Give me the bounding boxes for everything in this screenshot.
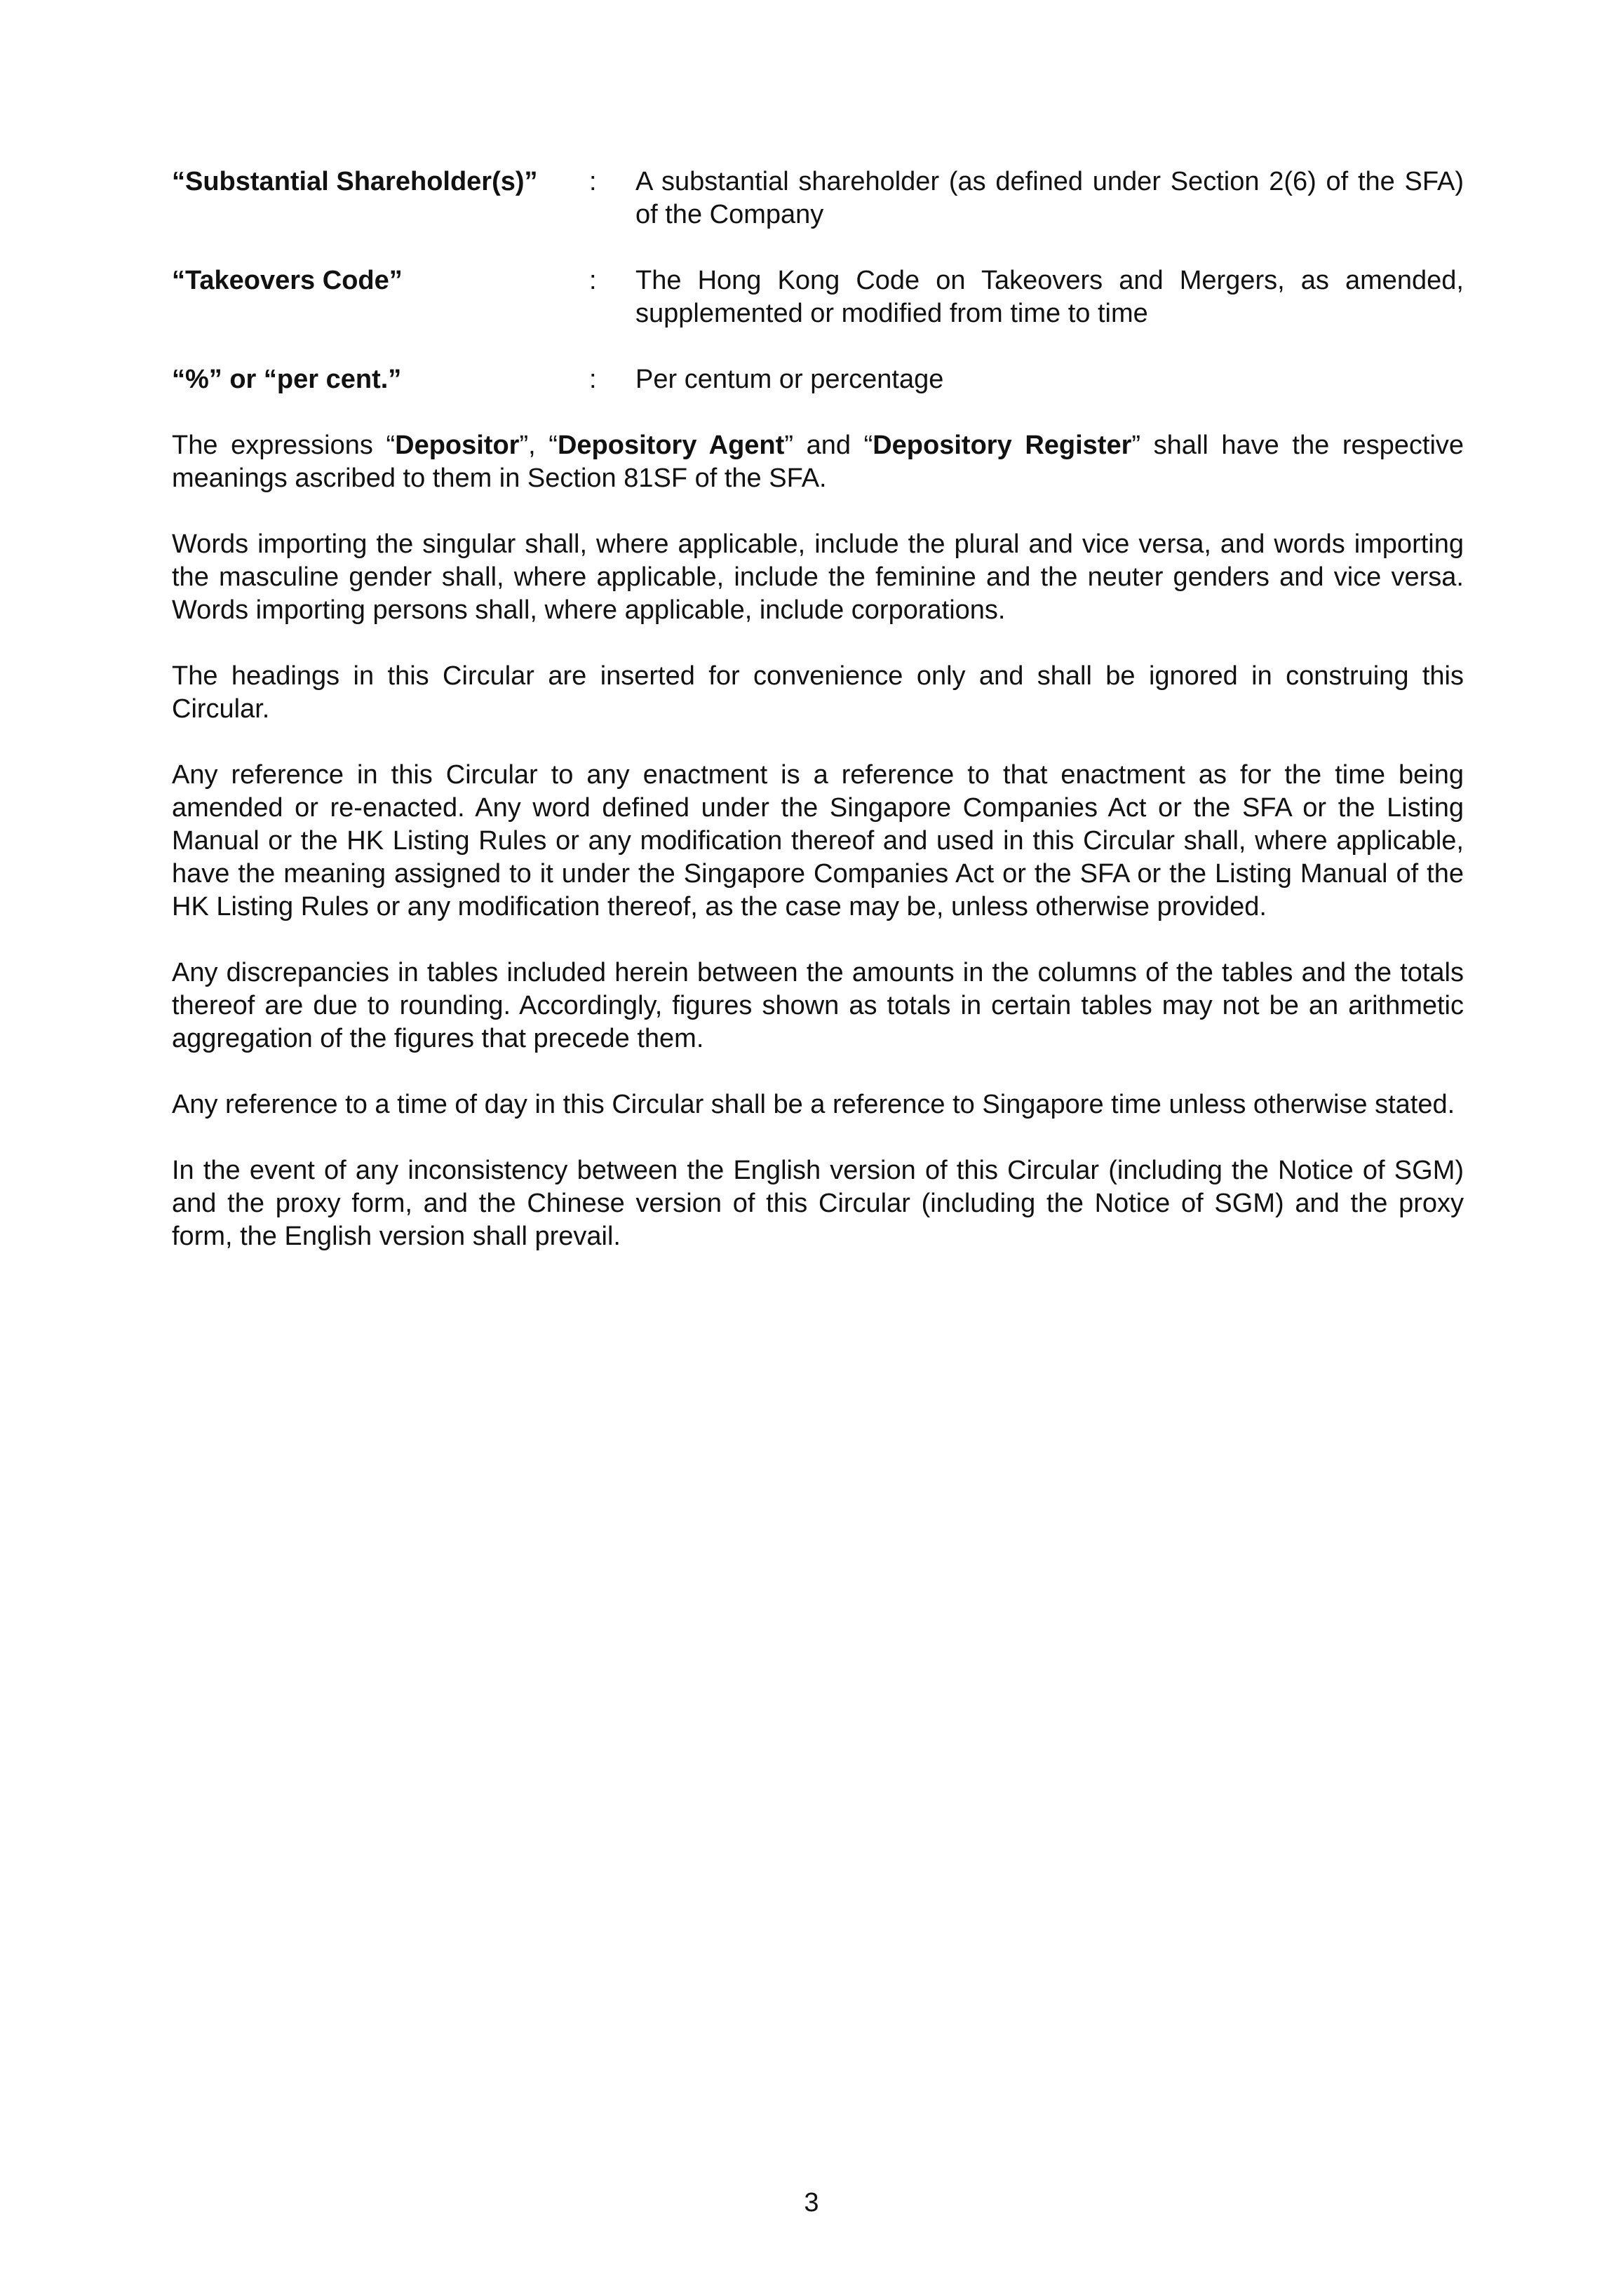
term-depositor: Depositor <box>395 431 520 460</box>
paragraph-inconsistency: In the event of any inconsistency between the English version of this Circular (including the Notice of SGM) and the proxy form, and the Chinese version of this Circular (including the Notice of SGM) and the proxy form, the English version shall prevail. <box>172 1156 1464 1251</box>
paragraph-enactment-reference: Any reference in this Circular to any enactment is a reference to that enactment as for the time being amended or re-enacted. Any word defined under the Singapore Companies Act or the SFA or the Listing Manual or the HK Listing Rules or any modification thereof and used in this Circular shall, where applicable, have the meaning assigned to it under the Singapore Companies Act or the SFA or the Listing Manual of the HK Listing Rules or any modification thereof, as the case may be, unless otherwise provided. <box>172 760 1464 921</box>
definition-separator: : <box>589 266 597 295</box>
definition-row-takeovers-code <box>172 264 1464 330</box>
paragraph-time-of-day: Any reference to a time of day in this Circular shall be a reference to Singapore time unless otherwise stated. <box>172 1090 1455 1119</box>
definition-separator: : <box>589 365 597 394</box>
page-number: 3 <box>804 2188 819 2217</box>
expressions-text-3: ” and “ <box>784 431 873 460</box>
definition-text: The Hong Kong Code on Takeovers and Mergers, as amended, supplemented or modified from time to time <box>635 266 1464 328</box>
definition-text: A substantial shareholder (as defined under Section 2(6) of the SFA) of the Company <box>635 167 1464 229</box>
definition-text: Per centum or percentage <box>635 365 944 394</box>
expressions-text-4: ” shall have the respective meanings ascribed to them in Section 81SF of the SFA. <box>172 431 1464 493</box>
expressions-paragraph <box>172 429 1464 495</box>
definition-separator: : <box>589 167 597 196</box>
paragraph-singular-plural: Words importing the singular shall, where applicable, include the plural and vice versa, and words importing the masculine gender shall, where applicable, include the feminine and the neuter genders and vice versa. Words importing persons shall, where applicable, include corporations. <box>172 529 1464 625</box>
definition-row-per-cent <box>172 363 1464 396</box>
definition-term: “Takeovers Code” <box>172 266 403 295</box>
definition-term: “Substantial Shareholder(s)” <box>172 167 538 196</box>
definition-row-substantial-shareholders <box>172 166 1464 231</box>
paragraph-discrepancies: Any discrepancies in tables included herein between the amounts in the columns of the tables and the totals thereof are due to rounding. Accordingly, figures shown as totals in certain tables may not be an arithmetic aggregation of the figures that precede them. <box>172 958 1464 1053</box>
paragraph-headings: The headings in this Circular are inserted for convenience only and shall be ignored in construing this Circular. <box>172 661 1464 724</box>
expressions-text-2: ”, “ <box>519 431 558 460</box>
term-depository-agent: Depository Agent <box>557 431 785 460</box>
definition-term: “%” or “per cent.” <box>172 365 402 394</box>
expressions-text-1: The expressions “ <box>172 431 396 460</box>
page-content <box>172 166 1464 1286</box>
term-depository-register: Depository Register <box>873 431 1132 460</box>
